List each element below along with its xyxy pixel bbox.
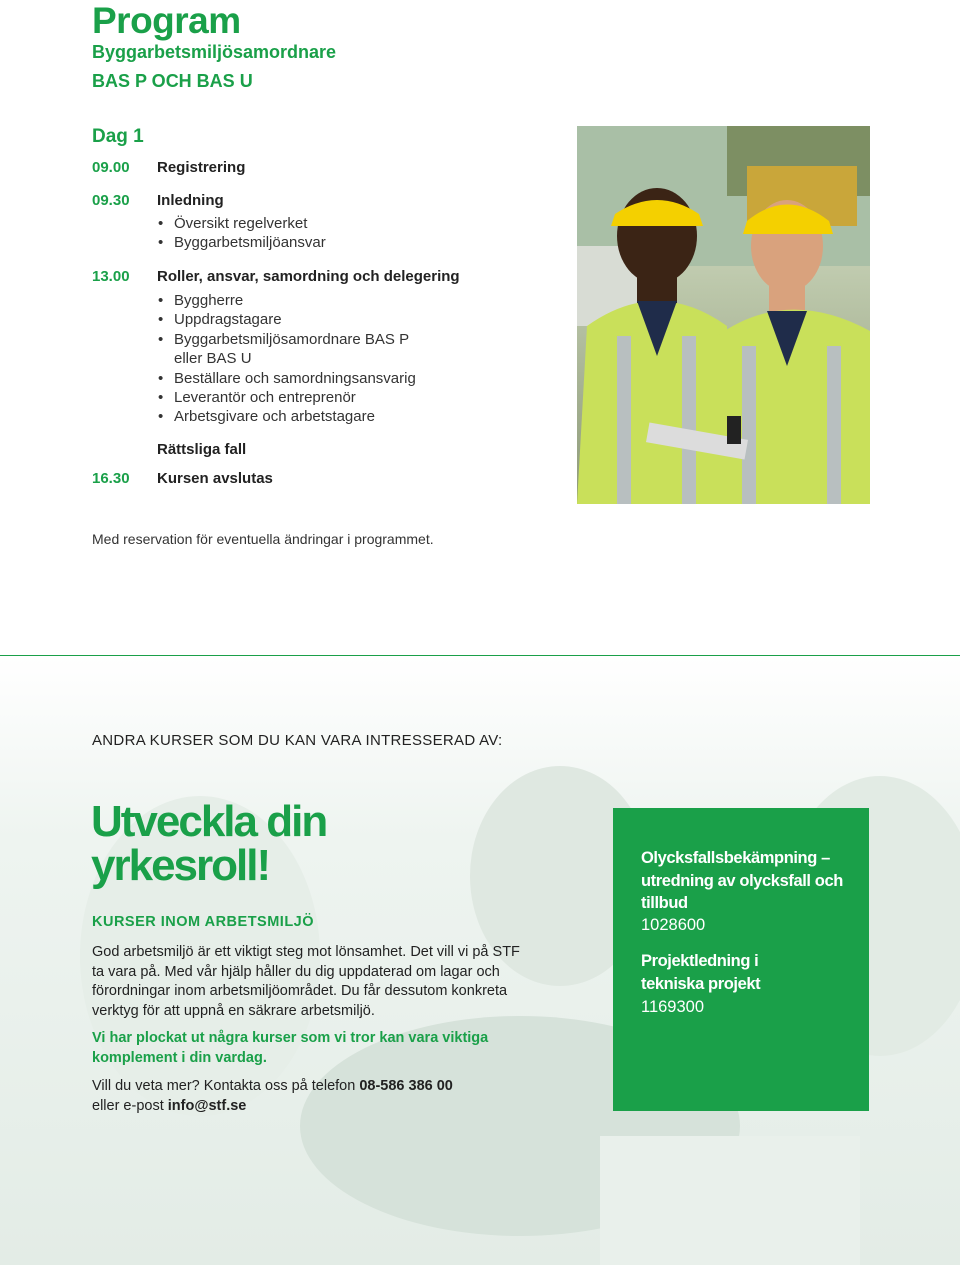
time-label: 13.00 [92, 268, 130, 285]
time-label: 09.30 [92, 192, 130, 209]
bullet-list [157, 214, 326, 253]
course-title: Projektledning i tekniska projekt [641, 952, 761, 993]
promo-highlight: Vi har plockat ut några kurser som vi tror kan vara viktiga komplement i din vardag. [92, 1030, 489, 1066]
time-label: 16.30 [92, 470, 130, 487]
bullet-list [157, 291, 416, 427]
course-name: Byggarbetsmiljösamordnare [92, 42, 337, 62]
reservation-note: Med reservation för eventuella ändringar i programmet. [92, 531, 434, 547]
program-item-title: Kursen avslutas [157, 470, 273, 487]
time-label: 09.00 [92, 159, 130, 176]
promo-body: God arbetsmiljö är ett viktigt steg mot lönsamhet. Det vill vi på STF ta vara på. Med vår hjälp håller du dig uppdaterad om lagar och förordningar inom arbetsmiljöområdet. Du får dessutom konkreta verktyg för att uppnå en säkrare arbetsmiljö. [92, 944, 520, 1019]
list-item: • Uppdragstagare [157, 310, 416, 329]
workers-illustration [577, 126, 870, 504]
list-item: • Arbetsgivare och arbetstagare [157, 407, 416, 426]
list-item: • Översikt regelverket [157, 214, 326, 233]
course-variant: BAS P OCH BAS U [92, 71, 253, 91]
phone-number: 08-586 386 00 [359, 1078, 453, 1094]
workers-photo [577, 126, 870, 504]
list-item: • Beställare och samordningsansvarig [157, 369, 416, 388]
contact-mid: eller e-post [92, 1097, 164, 1114]
program-item-subtitle: Rättsliga fall [157, 441, 247, 458]
course-list-box [613, 808, 869, 1111]
contact-prefix: Vill du veta mer? Kontakta oss på telefon [92, 1078, 356, 1094]
page-title: Program [92, 0, 241, 41]
course-code: 1028600 [641, 916, 706, 934]
program-item-title: Roller, ansvar, samordning och delegering [157, 268, 460, 285]
promo-subtitle: KURSER INOM ARBETSMILJÖ [92, 914, 315, 930]
list-item: • Byggarbetsmiljöansvar [157, 233, 326, 252]
program-item-title: Inledning [157, 192, 224, 209]
promo-title: Utveckla din yrkesroll! [91, 797, 327, 890]
day-heading: Dag 1 [92, 126, 144, 147]
list-item: • Leverantör och entreprenör [157, 388, 416, 407]
email-address[interactable]: info@stf.se [167, 1097, 247, 1114]
course-code: 1169300 [641, 998, 705, 1016]
course-title: Olycksfallsbekämpning – utredning av olycksfall och tillbud [641, 849, 843, 912]
list-item: eller BAS U [174, 350, 252, 368]
list-item: • Byggherre [157, 291, 416, 310]
other-courses-heading: ANDRA KURSER SOM DU KAN VARA INTRESSERAD AV: [92, 732, 503, 749]
list-item: • Byggarbetsmiljösamordnare BAS P [157, 330, 416, 349]
program-item-title: Registrering [157, 159, 246, 176]
contact-info [92, 1077, 532, 1116]
